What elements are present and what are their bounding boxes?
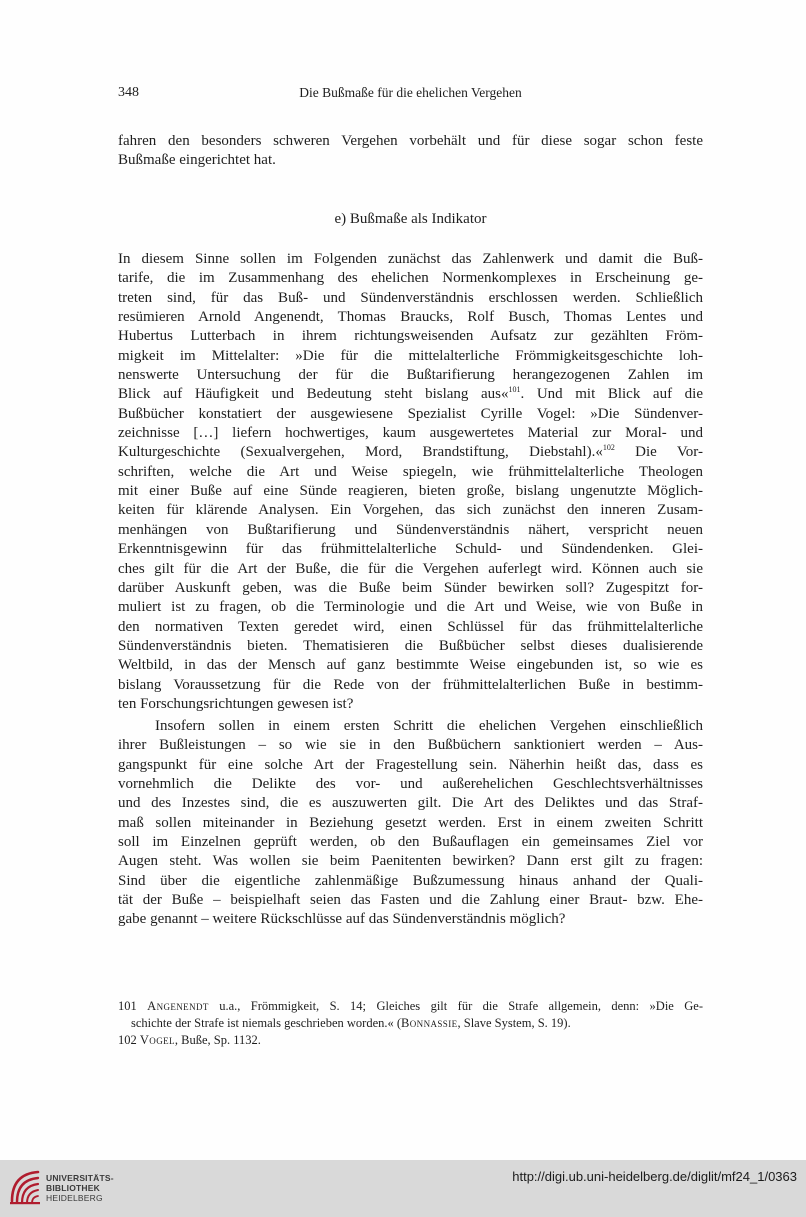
library-logo-icon	[8, 1168, 42, 1206]
footnote-text: , Buße, Sp. 1132.	[174, 1033, 261, 1047]
footnote-author: Angenendt	[147, 999, 209, 1013]
text-line	[118, 385, 703, 404]
text-segment: Kulturgeschichte (Sexualvergehen, Mord, Brandstiftung, Diebstahl).«	[118, 444, 603, 461]
running-title: Die Bußmaße für die ehelichen Vergehen	[299, 85, 522, 100]
text-line: darüber Auskunft geben, was die Buße beim Sünder bewirken soll? Zugespitzt for-	[118, 579, 703, 596]
footer-bar	[0, 1160, 806, 1217]
text-line: tarife, die im Zusammenhang des ehelichen Normenkomplexes in Erscheinung ge-	[118, 270, 703, 287]
footnote-ref-101: 101	[508, 385, 521, 395]
library-name-line: HEIDELBERG	[46, 1193, 103, 1203]
text-line: muliert ist zu fragen, ob die Terminologie und die Art und Weise, wie von Buße in	[118, 599, 703, 616]
text-line: tät der Buße – beispielhaft seien das Fasten und die Zahlung einer Braut- bzw. Ehe-	[118, 892, 703, 909]
footnote-author: Bonnassie	[401, 1016, 458, 1030]
footnote-text: , Slave System, S. 19).	[457, 1016, 571, 1030]
text-line: gangspunkt für eine solche Art der Fragestellung sein. Näherhin heißt das, dass es	[118, 756, 703, 773]
footnote-101	[118, 998, 703, 1032]
footnote-number: 102	[118, 1033, 137, 1047]
text-line: schriften, welche die Art und Weise spiegeln, wie frühmittelalterliche Theologen	[118, 463, 703, 480]
footnote-102	[118, 1032, 703, 1049]
text-line: nenswerte Untersuchung der für die Bußtarifierung herangezogenen Zahlen im	[118, 367, 703, 384]
text-line: ches gilt für die Art der Buße, die für die Vergehen auferlegt wird. Können auch sie	[118, 560, 703, 577]
body-paragraph-1	[118, 250, 703, 714]
text-line: Sündenverständnis bieten. Thematisieren die Bußbücher selbst dieses dualisierende	[118, 637, 703, 654]
text-line: resümieren Arnold Angenendt, Thomas Braucks, Rolf Busch, Thomas Lentes und	[118, 309, 703, 326]
footnote-line	[118, 998, 703, 1015]
text-line: zeichnisse […] liefern hochwertiges, kaum ausgewertetes Material zur Moral- und	[118, 425, 703, 442]
text-line: migkeit im Mittelalter: »Die für die mittelalterliche Frömmigkeitsgeschichte loh-	[118, 347, 703, 364]
footnote-line	[131, 1015, 703, 1032]
text-line: den normativen Texten geredet wird, einen Schlüssel für das frühmittelalterliche	[118, 618, 703, 635]
text-line: ihrer Bußleistungen – so wie sie in den Bußbüchern sanktioniert werden – Aus-	[118, 737, 703, 754]
text-line	[118, 443, 703, 462]
library-name-line: BIBLIOTHEK	[46, 1183, 100, 1193]
footnote-text: schichte der Strafe ist niemals geschrieben worden.« (	[131, 1016, 402, 1030]
page-number: 348	[118, 85, 139, 100]
text-line: ten Forschungsrichtungen gewesen ist?	[118, 695, 354, 712]
library-name	[46, 1173, 114, 1203]
text-line: Weltbild, in das der Mensch auf ganz bestimmte Weise eingebunden ist, so wie es	[118, 657, 703, 674]
body-paragraph-2	[118, 717, 703, 930]
text-line: maß sollen miteinander in Beziehung gesetzt werden. Erst in einem zweiten Schritt	[118, 814, 703, 831]
text-line: keiten für klärende Analysen. Ein Vorgehen, das sich zunächst den inneren Zusam-	[118, 502, 703, 519]
library-name-line: UNIVERSITÄTS-	[46, 1173, 114, 1183]
text-line: Insofern sollen in einem ersten Schritt die ehelichen Vergehen einschließlich	[155, 718, 703, 734]
text-line: Sind über die eigentliche zahlenmäßige Bußzumessung hinaus anhand der Quali-	[118, 872, 703, 889]
text-line: soll im Einzelnen geprüft werden, ob den Bußauflagen ein gemeinsames Ziel vor	[118, 834, 703, 851]
footnote-author: Vogel	[139, 1033, 175, 1047]
text-line: vornehmlich die Delikte des vor- und außerehelichen Geschlechtsverhältnisses	[118, 776, 703, 793]
footnote-text: u.a., Frömmigkeit, S. 14; Gleiches gilt für die Strafe allgemein, denn: »Die Ge-	[208, 999, 703, 1013]
text-line: Augen steht. Was wollen sie beim Paenitenten bewirken? Dann erst gilt zu fragen:	[118, 853, 703, 870]
text-line: gabe genannt – weitere Rückschlüsse auf das Sündenverständnis möglich?	[118, 911, 566, 928]
footnote-number: 101	[118, 999, 137, 1013]
text-line: In diesem Sinne sollen im Folgenden zunächst das Zahlenwerk und damit die Buß-	[118, 251, 703, 267]
text-line: Hubertus Lutterbach in ihrem richtungsweisenden Aufsatz zur gezählten Fröm-	[118, 328, 703, 345]
text-line: fahren den besonders schweren Vergehen vorbehält und für diese sogar schon feste	[118, 133, 703, 149]
text-segment: . Und mit Blick auf die	[520, 386, 703, 403]
footnote-line	[118, 1032, 703, 1049]
continuation-paragraph	[118, 132, 703, 171]
text-segment: Die Vor-	[614, 444, 703, 461]
text-line: treten sind, für das Buß- und Sündenverständnis erschlossen werden. Schließlich	[118, 289, 703, 306]
text-line: Bußmaße eingerichtet hat.	[118, 152, 276, 169]
section-heading: e) Bußmaße als Indikator	[334, 211, 487, 227]
text-segment: Blick auf Häufigkeit und Bedeutung steht bislang aus«	[118, 386, 509, 403]
source-url: http://digi.ub.uni-heidelberg.de/diglit/mf24_1/0363	[512, 1169, 797, 1184]
text-line: bislang Voraussetzung für die Rede von der frühmittelalterlichen Buße in bestimm-	[118, 676, 703, 693]
text-line: Erkenntnisgewinn für das frühmittelalterliche Schuld- und Sündendenken. Glei-	[118, 541, 703, 558]
text-line: und des Inzestes sind, die es auszuwerten gilt. Die Art des Deliktes und das Straf-	[118, 795, 703, 812]
text-line: menhängen von Bußtarifierung und Sündenverständnis nähert, verspricht neuen	[118, 521, 703, 538]
text-line: Bußbücher konstatiert der ausgewiesene Spezialist Cyrille Vogel: »Die Sündenver-	[118, 405, 703, 422]
footnote-ref-102: 102	[602, 443, 615, 453]
text-line: mit einer Buße auf eine Sünde reagieren, bieten große, bislang ungenutzte Möglich-	[118, 483, 703, 500]
footnotes	[118, 998, 703, 1049]
